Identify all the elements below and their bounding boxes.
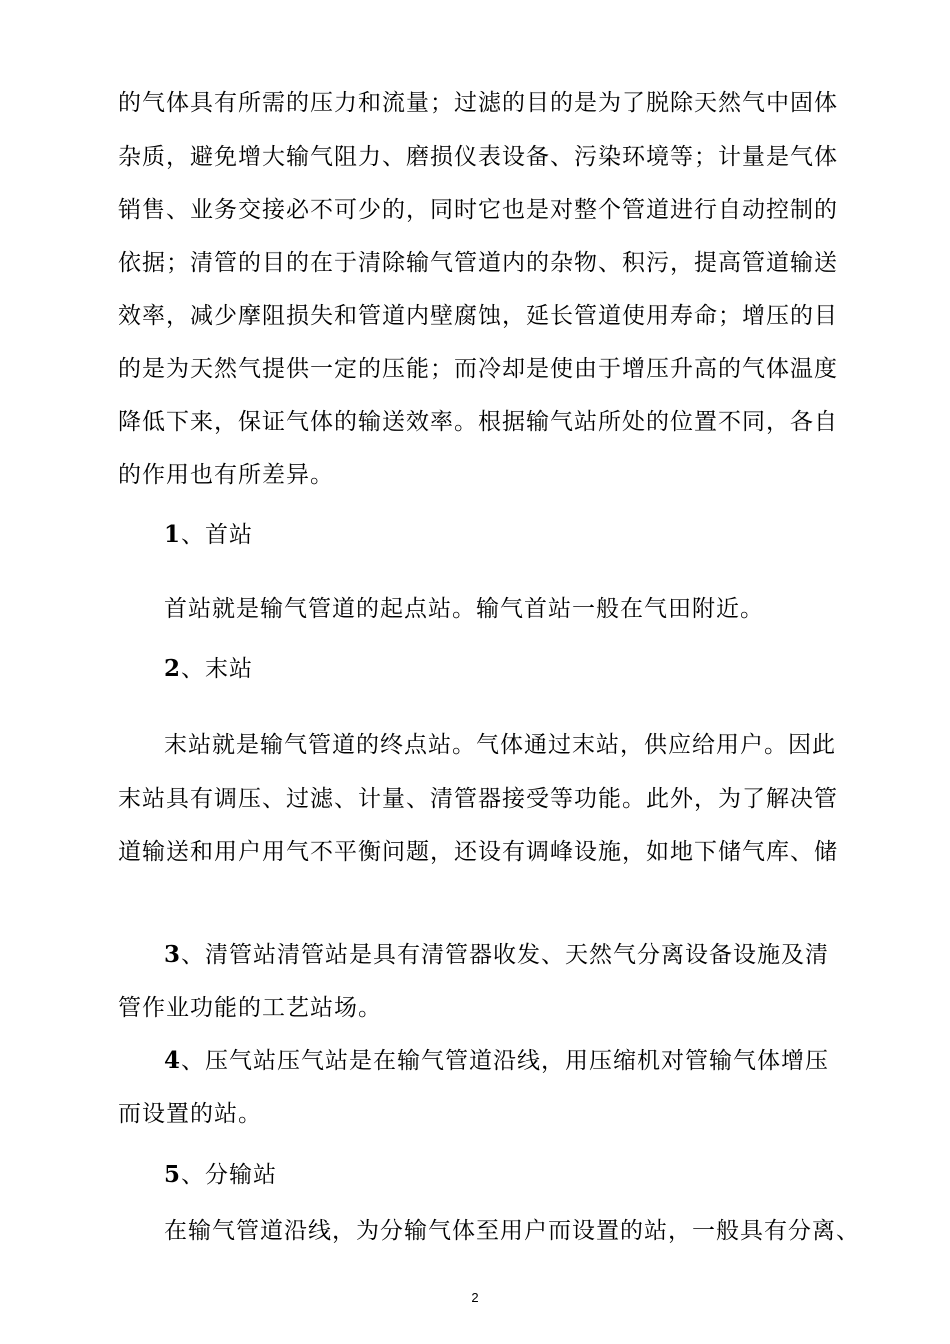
section-title: 、末站 bbox=[181, 656, 254, 682]
paragraph-line: 依据；清管的目的在于清除输气管道内的杂物、积污，提高管道输送 bbox=[118, 250, 838, 276]
paragraph-line: 首站就是输气管道的起点站。输气首站一般在气田附近。 bbox=[164, 596, 764, 622]
section-title: 、压气站压气站是在输气管道沿线，用压缩机对管输气体增压 bbox=[181, 1048, 830, 1074]
section-heading bbox=[164, 940, 829, 970]
section-heading bbox=[164, 520, 253, 550]
paragraph-line: 在输气管道沿线，为分输气体至用户而设置的站，一般具有分离、 bbox=[164, 1218, 860, 1244]
paragraph-line: 杂质，避免增大输气阻力、磨损仪表设备、污染环境等；计量是气体 bbox=[118, 144, 838, 170]
paragraph-line: 末站就是输气管道的终点站。气体通过末站，供应给用户。因此 bbox=[164, 732, 836, 758]
section-number: 5 bbox=[164, 1161, 182, 1188]
paragraph-line: 的气体具有所需的压力和流量；过滤的目的是为了脱除天然气中固体 bbox=[118, 90, 838, 116]
section-heading bbox=[164, 1046, 829, 1076]
section-number: 1 bbox=[164, 521, 182, 548]
paragraph-line: 的作用也有所差异。 bbox=[118, 462, 334, 488]
section-heading bbox=[164, 1160, 277, 1190]
section-number: 3 bbox=[164, 941, 182, 968]
paragraph-line: 道输送和用户用气不平衡问题，还设有调峰设施，如地下储气库、储 bbox=[118, 839, 838, 865]
paragraph-line: 的是为天然气提供一定的压能；而冷却是使由于增压升高的气体温度 bbox=[118, 356, 838, 382]
page-number: 2 bbox=[471, 1290, 479, 1305]
paragraph-line: 而设置的站。 bbox=[118, 1101, 262, 1127]
section-title: 、首站 bbox=[181, 522, 254, 548]
section-number: 4 bbox=[164, 1047, 182, 1074]
section-title: 、清管站清管站是具有清管器收发、天然气分离设备设施及清 bbox=[181, 942, 830, 968]
paragraph-line: 管作业功能的工艺站场。 bbox=[118, 995, 382, 1021]
paragraph-line: 末站具有调压、过滤、计量、清管器接受等功能。此外，为了解决管 bbox=[118, 786, 838, 812]
paragraph-line: 销售、业务交接必不可少的，同时它也是对整个管道进行自动控制的 bbox=[118, 197, 838, 223]
paragraph-line: 降低下来，保证气体的输送效率。根据输气站所处的位置不同，各自 bbox=[118, 409, 838, 435]
section-heading bbox=[164, 654, 253, 684]
section-title: 、分输站 bbox=[181, 1162, 278, 1188]
paragraph-line: 效率，减少摩阻损失和管道内壁腐蚀，延长管道使用寿命；增压的目 bbox=[118, 303, 838, 329]
section-number: 2 bbox=[164, 655, 182, 682]
